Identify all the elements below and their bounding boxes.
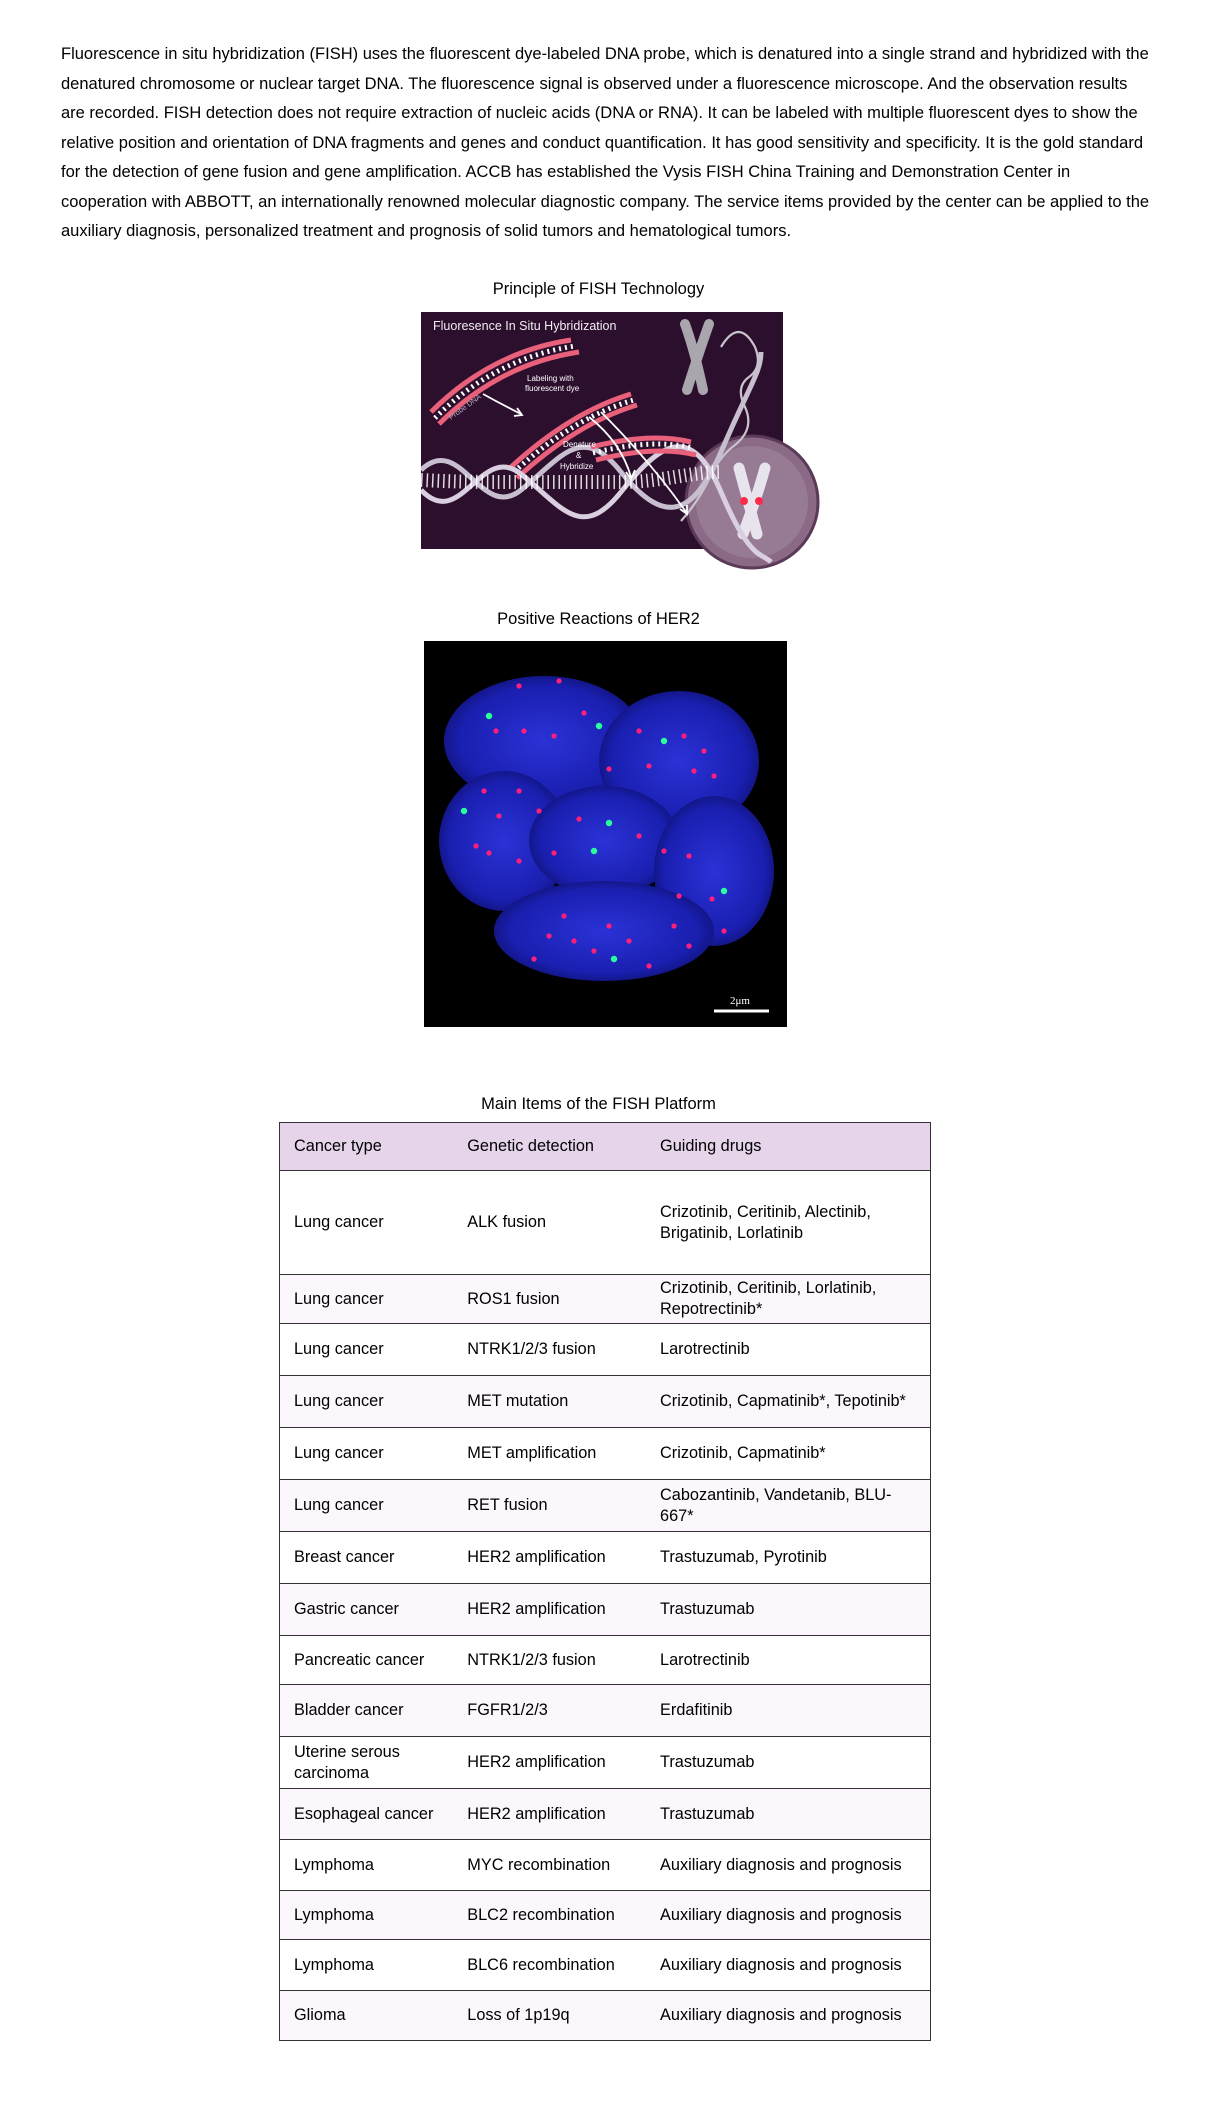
table-caption: Main Items of the FISH Platform [481,1095,716,1113]
label-probe-dna: Probe DNA [446,392,483,422]
cell-genetic-detection: NTRK1/2/3 fusion [453,1636,646,1685]
green-signal-dot [721,888,727,894]
red-signal-dot [556,678,561,683]
cell-genetic-detection: ALK fusion [453,1171,646,1275]
red-signal-dot [516,858,521,863]
red-signal-dot [646,763,651,768]
cell-cancer-type: Lung cancer [280,1428,454,1480]
cell-guiding-drugs: Larotrectinib [646,1324,930,1376]
cell-genetic-detection: NTRK1/2/3 fusion [453,1324,646,1376]
cell-cancer-type: Uterine serous carcinoma [280,1737,454,1789]
red-signal-dot [473,843,478,848]
red-signal-dot [591,948,596,953]
cell-genetic-detection: HER2 amplification [453,1532,646,1584]
red-signal-dot [701,748,706,753]
cell-guiding-drugs: Trastuzumab [646,1584,930,1636]
cell-genetic-detection: MET amplification [453,1428,646,1480]
red-signal-dot [561,913,566,918]
red-signal-dot [661,848,666,853]
cell-genetic-detection: ROS1 fusion [453,1275,646,1324]
cell-genetic-detection: RET fusion [453,1480,646,1532]
intro-paragraph: Fluorescence in situ hybridization (FISH) uses the fluorescent dye-labeled DNA probe, which is denatured into a single strand and hybridized with the denatured chromosome or nuclear target DNA. The fluorescence signal is observed under a fluorescence microscope. And the observation results are recorded. FISH detection does not require extraction of nucleic acids (DNA or RNA). It can be labeled with multiple fluorescent dyes to show the relative position and orientation of DNA fragments and genes and conduct quantification. It has good sensitivity and specificity. It is the gold standard for the detection of gene fusion and gene amplification. ACCB has established the Vysis FISH China Training and Demonstration Center in cooperation with ABBOTT, an internationally renowned molecular diagnostic company. The service items provided by the center can be applied to the auxiliary diagnosis, personalized treatment and prognosis of solid tumors and hematological tumors. [61,45,1150,240]
cell-genetic-detection: BLC6 recombination [453,1940,646,1991]
figure-title: Fluoresence In Situ Hybridization [433,319,617,333]
table-row [280,1891,931,1940]
red-signal-dot [481,788,486,793]
header-genetic-detection: Genetic detection [453,1123,646,1171]
scale-label: 2μm [730,995,750,1007]
cell-guiding-drugs: Trastuzumab [646,1737,930,1789]
cell-guiding-drugs: Larotrectinib [646,1636,930,1685]
table-row [280,1991,931,2041]
cell-guiding-drugs: Crizotinib, Ceritinib, Alectinib, Brigatinib, Lorlatinib [646,1171,930,1275]
cell-cancer-type: Lung cancer [280,1376,454,1428]
table-row [280,1171,931,1275]
red-signal-dot [606,766,611,771]
green-signal-dot [596,723,602,729]
red-signal-dot [581,710,586,715]
header-guiding-drugs: Guiding drugs [646,1123,930,1171]
red-signal-dot [676,893,681,898]
red-signal-dot [709,896,714,901]
red-signal-dot [496,813,501,818]
table-row [280,1840,931,1891]
cell-guiding-drugs: Auxiliary diagnosis and prognosis [646,1940,930,1991]
cell-guiding-drugs: Erdafitinib [646,1685,930,1737]
fish-principle-figure [421,312,825,570]
cell-genetic-detection: HER2 amplification [453,1737,646,1789]
red-signal-dot [536,808,541,813]
cell-genetic-detection: MYC recombination [453,1840,646,1891]
cell-cancer-type: Lung cancer [280,1324,454,1376]
cell-cancer-type: Lymphoma [280,1940,454,1991]
red-signal-dot [691,768,696,773]
table-row [280,1636,931,1685]
red-signal-dot [516,788,521,793]
cell-guiding-drugs: Cabozantinib, Vandetanib, BLU-667* [646,1480,930,1532]
cell-cancer-type: Lung cancer [280,1171,454,1275]
red-signal-dot [576,816,581,821]
table-row [280,1584,931,1636]
table-row [280,1324,931,1376]
table-row [280,1737,931,1789]
cell-cancer-type: Lymphoma [280,1840,454,1891]
label-labeling-line1: Labeling with [527,374,574,383]
cell-cancer-type: Breast cancer [280,1532,454,1584]
red-signal-dot [721,928,726,933]
table-row [280,1789,931,1840]
cell-genetic-detection: Loss of 1p19q [453,1991,646,2041]
table-row [280,1480,931,1532]
red-signal-dot [493,728,498,733]
red-signal-dot [626,938,631,943]
red-signal-dot [636,833,641,838]
table-row [280,1685,931,1737]
cell-cancer-type: Bladder cancer [280,1685,454,1737]
cell-guiding-drugs: Crizotinib, Capmatinib* [646,1428,930,1480]
table-header-row [280,1123,931,1171]
figure-caption-principle: Principle of FISH Technology [492,280,705,298]
green-signal-dot [591,848,597,854]
cell-guiding-drugs: Trastuzumab, Pyrotinib [646,1532,930,1584]
green-signal-dot [606,820,612,826]
cell-guiding-drugs: Auxiliary diagnosis and prognosis [646,1991,930,2041]
cell-cancer-type: Lymphoma [280,1891,454,1940]
green-signal-dot [611,956,617,962]
red-signal-dot [546,933,551,938]
red-signal-dot [686,943,691,948]
red-signal-dot [571,938,576,943]
fish-items-table [279,1122,931,2041]
table-row [280,1532,931,1584]
red-signal-dot [551,733,556,738]
her2-micrograph [424,641,787,1027]
cell-genetic-detection: HER2 amplification [453,1584,646,1636]
green-signal-dot [486,713,492,719]
cell-guiding-drugs: Trastuzumab [646,1789,930,1840]
table-row [280,1376,931,1428]
red-signal-dot [551,850,556,855]
cell-cancer-type: Gastric cancer [280,1584,454,1636]
red-signal-dot [646,963,651,968]
red-signal-dot [681,733,686,738]
cell-cancer-type: Pancreatic cancer [280,1636,454,1685]
label-labeling-line2: fluorescent dye [525,384,580,393]
cell-guiding-drugs: Crizotinib, Ceritinib, Lorlatinib, Repotrectinib* [646,1275,930,1324]
label-ampersand: & [576,451,582,460]
table-row [280,1940,931,1991]
cell-guiding-drugs: Crizotinib, Capmatinib*, Tepotinib* [646,1376,930,1428]
red-signal-dot [486,850,491,855]
table-row [280,1275,931,1324]
cell-genetic-detection: MET mutation [453,1376,646,1428]
table-row [280,1428,931,1480]
red-signal-dot [516,683,521,688]
cell-cancer-type: Esophageal cancer [280,1789,454,1840]
green-signal-dot [461,808,467,814]
cell-genetic-detection: FGFR1/2/3 [453,1685,646,1737]
cell-genetic-detection: BLC2 recombination [453,1891,646,1940]
cell-cancer-type: Lung cancer [280,1480,454,1532]
green-signal-dot [661,738,667,744]
header-cancer-type: Cancer type [280,1123,454,1171]
cell-guiding-drugs: Auxiliary diagnosis and prognosis [646,1840,930,1891]
red-signal-dot [606,923,611,928]
cell-genetic-detection: HER2 amplification [453,1789,646,1840]
red-signal-dot [711,773,716,778]
cell-guiding-drugs: Auxiliary diagnosis and prognosis [646,1891,930,1940]
cell-cancer-type: Glioma [280,1991,454,2041]
red-signal-dot [521,728,526,733]
cell-cancer-type: Lung cancer [280,1275,454,1324]
red-signal-dot [686,853,691,858]
figure-caption-her2: Positive Reactions of HER2 [497,610,700,628]
label-hybridize: Hybridize [560,462,594,471]
label-denature: Denature [563,440,596,449]
red-signal-dot [671,923,676,928]
red-signal-dot [636,728,641,733]
red-signal-dot [531,956,536,961]
